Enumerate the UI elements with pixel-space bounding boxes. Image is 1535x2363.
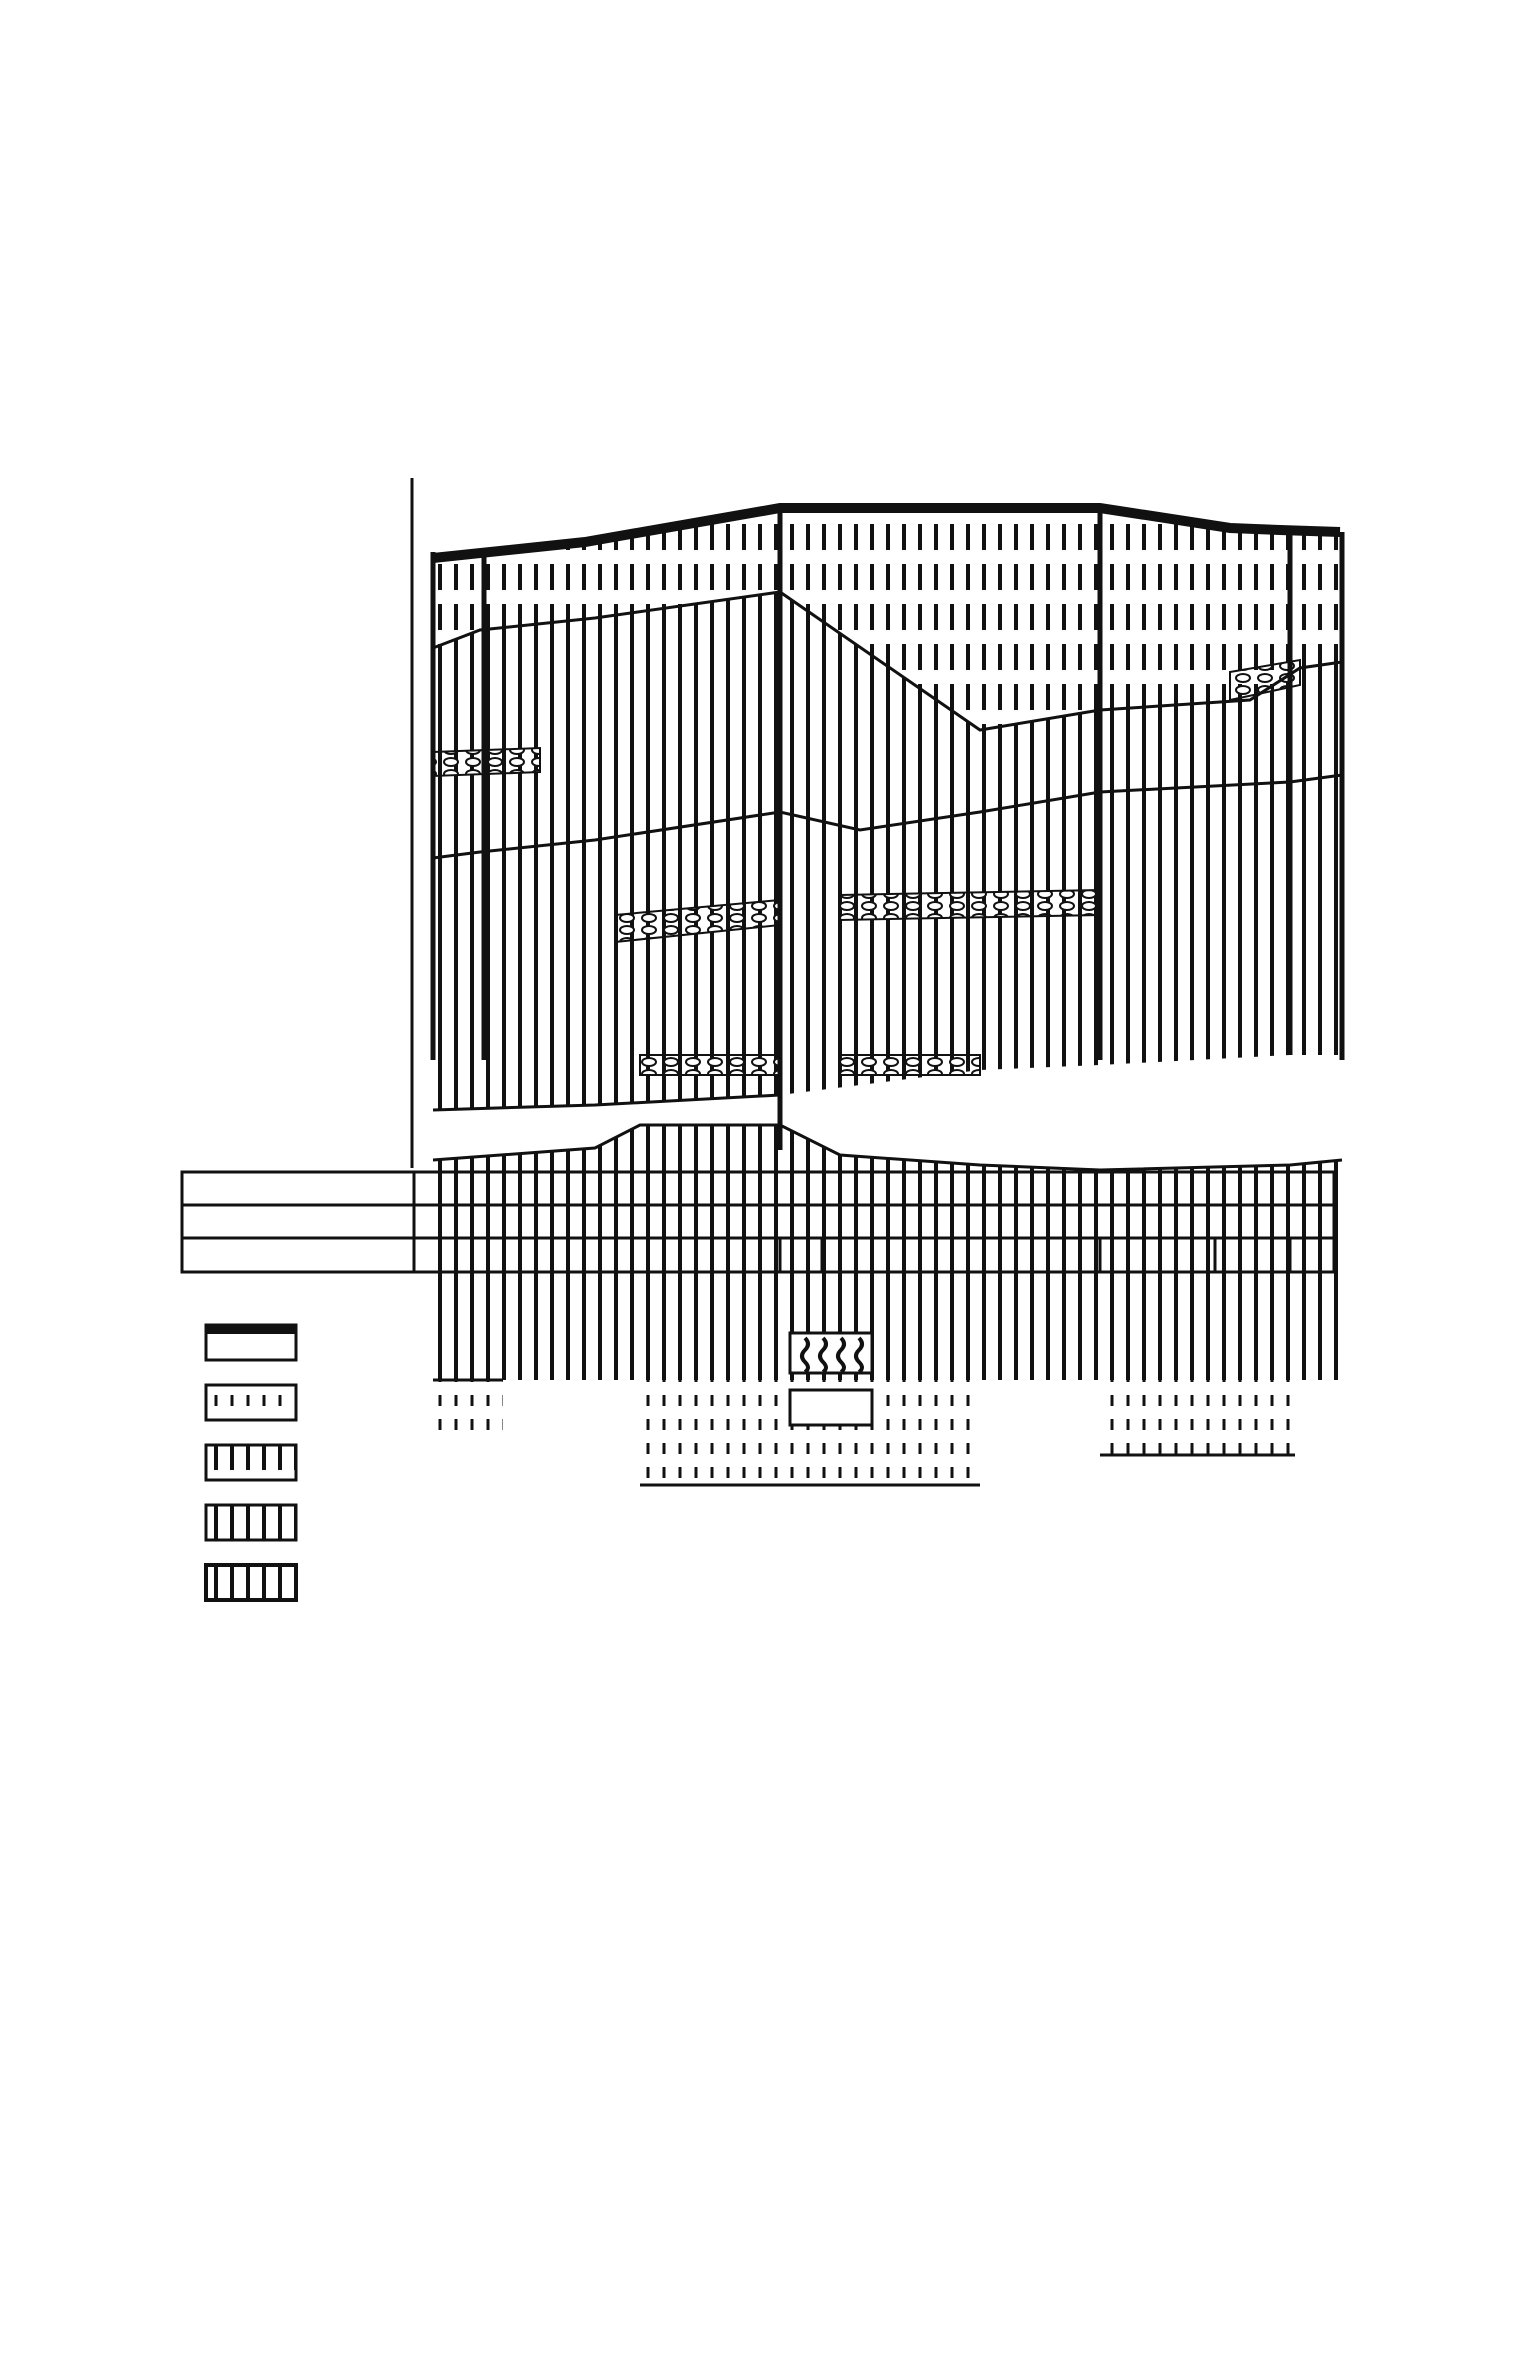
- legend-item: [206, 1445, 296, 1480]
- layer-deep-right: [1100, 1380, 1295, 1455]
- buried-soil-3: [840, 890, 1100, 920]
- legend-item: [790, 1390, 872, 1425]
- layer-deep-left: [433, 1380, 503, 1440]
- buried-soil-5: [640, 1055, 780, 1075]
- legend-item: [206, 1325, 296, 1360]
- legend-item: [206, 1385, 296, 1420]
- layer-loam-lower: [433, 1125, 1342, 1380]
- swatch-loam-light: [206, 1505, 296, 1540]
- legend-item: [790, 1333, 872, 1373]
- legend-item: [206, 1565, 296, 1600]
- swatch-supes-heavy: [206, 1445, 296, 1480]
- swatch-loam-medium: [206, 1565, 296, 1600]
- section-layers: [433, 505, 1342, 1485]
- buried-soil-6: [840, 1055, 980, 1075]
- legend-item: [206, 1505, 296, 1540]
- swatch-supes-light: [206, 1385, 296, 1420]
- swatch-sand: [790, 1390, 872, 1425]
